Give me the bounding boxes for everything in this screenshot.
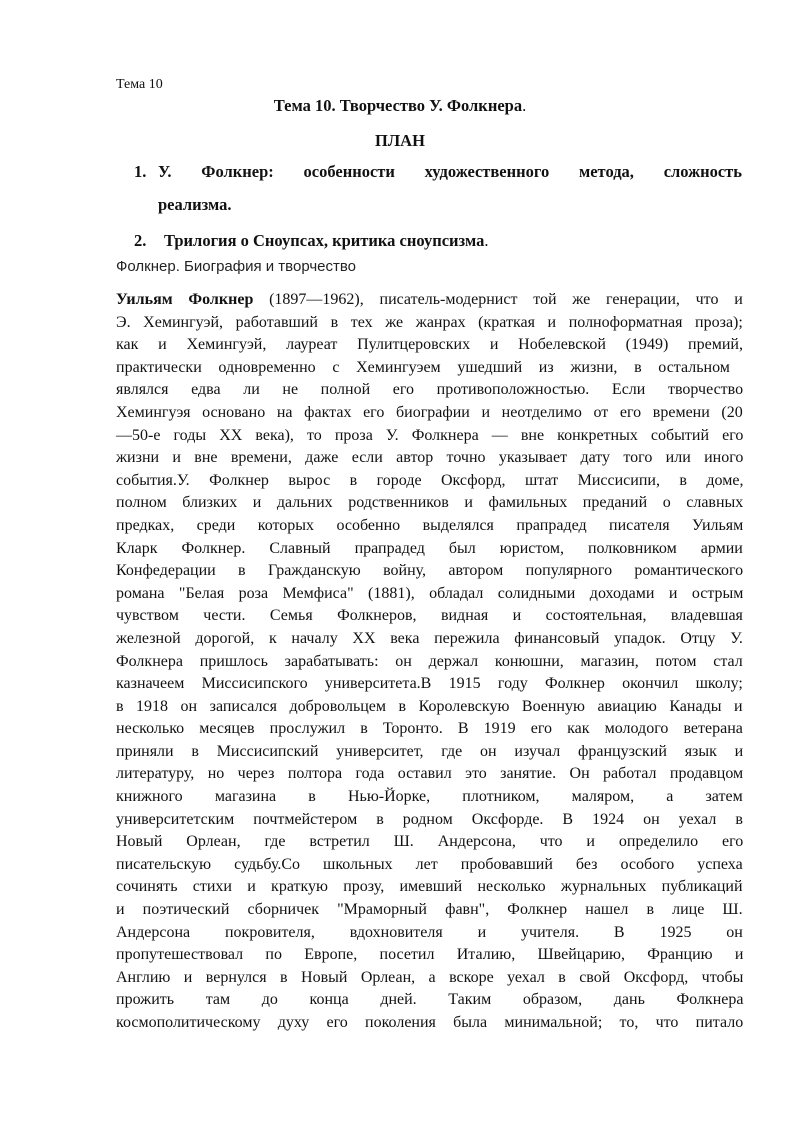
body-line-text: приняли в Миссисипский университет, где он изучал французский язык и bbox=[116, 742, 744, 760]
body-line-text: прожить там до конца дней. Таким образом, дань Фолкнера bbox=[116, 991, 744, 1009]
body-line-text: Конфедерации в Гражданскую войну, автором популярного романтического bbox=[116, 562, 744, 580]
body-line bbox=[116, 492, 743, 515]
body-line bbox=[116, 989, 743, 1012]
body-line-text: полном близких и дальних родственников и фамильных преданий о славных bbox=[116, 494, 744, 512]
body-line bbox=[116, 447, 743, 470]
body-line-text: казначеем Миссисипского университета.В 1915 году Фолкнер окончил школу; bbox=[116, 675, 743, 693]
body-line-text: Андерсона покровителя, вдохновителя и учителя. В 1925 он bbox=[116, 923, 743, 941]
body-line bbox=[116, 809, 743, 832]
body-line-text: жизни и вне времени, даже если автор точно указывает дату того или иного bbox=[116, 449, 744, 467]
body-line bbox=[116, 402, 743, 425]
body-line bbox=[116, 876, 743, 899]
body-line-text: являлся едва ли не полной его противоположностью. Если творчество bbox=[116, 381, 744, 399]
body-line bbox=[116, 967, 743, 990]
body-line-text: литературу, но через полтора года оставил это занятие. Он работал продавцом bbox=[116, 765, 744, 783]
title-dot: . bbox=[522, 96, 527, 115]
body-line-text: в 1918 он записался добровольцем в Королевскую Военную авиацию Канады и bbox=[116, 697, 743, 715]
body-line bbox=[116, 538, 743, 561]
body-line bbox=[116, 786, 743, 809]
body-line bbox=[116, 854, 743, 877]
body-line-text: пропутешествовал по Европе, посетил Италию, Швейцарию, Францию и bbox=[116, 946, 744, 964]
lead-name: Уильям Фолкнер bbox=[116, 291, 254, 308]
body-paragraph bbox=[116, 289, 743, 1035]
body-line bbox=[116, 741, 743, 764]
plan-item-number: 2. bbox=[134, 231, 147, 250]
body-line bbox=[116, 379, 743, 402]
body-line bbox=[116, 696, 743, 719]
body-line-text: (1897—1962), писатель-модернист той же генерации, что и bbox=[253, 291, 743, 308]
plan-item-1 bbox=[134, 155, 742, 221]
body-line bbox=[116, 357, 743, 380]
body-line-text: —50-е годы XX века), то проза У. Фолкнера — вне конкретных событий его bbox=[116, 426, 744, 444]
body-line-text: Хемингуэя основано на фактах его биографии и неотделимо от его времени (20 bbox=[116, 403, 743, 421]
document-title bbox=[0, 96, 800, 116]
body-line-text: сочинять стихи и краткую прозу, имевший несколько журнальных публикаций bbox=[116, 878, 743, 896]
plan-item-line-1: У. Фолкнер: особенности художественного метода, сложность bbox=[158, 162, 742, 181]
body-line-text: как и Хемингуэй, лауреат Пулитцеровских и Нобелевской (1949) премий, bbox=[116, 336, 743, 354]
page-header: Тема 10 bbox=[116, 77, 163, 92]
body-line-text: железной дорогой, к началу XX века пережила финансовый упадок. Отцу У. bbox=[116, 629, 743, 647]
body-line bbox=[116, 334, 743, 357]
body-line bbox=[116, 651, 743, 674]
plan-item-text bbox=[164, 224, 742, 257]
body-line-text: Кларк Фолкнер. Славный прапрадед был юристом, полковником армии bbox=[116, 539, 743, 557]
body-line-text: книжного магазина в Нью-Йорке, плотником, маляром, а затем bbox=[116, 788, 743, 806]
body-line-text: Англию и вернулся в Новый Орлеан, а вскоре уехал в свой Оксфорд, чтобы bbox=[116, 968, 744, 986]
body-line bbox=[116, 289, 743, 312]
body-line bbox=[116, 560, 743, 583]
body-line bbox=[116, 922, 743, 945]
body-line bbox=[116, 1012, 743, 1035]
body-line-text: предках, среди которых особенно выделялся прапрадед писателя Уильям bbox=[116, 516, 744, 534]
plan-item-main: Трилогия о Сноупсах, критика сноупсизма bbox=[164, 231, 485, 250]
plan-heading: ПЛАН bbox=[375, 131, 425, 150]
plan-item-number: 1. bbox=[134, 162, 147, 181]
body-line bbox=[116, 944, 743, 967]
body-line bbox=[116, 583, 743, 606]
body-line-text: несколько месяцев прослужил в Торонто. В 1919 его как молодого ветерана bbox=[116, 720, 743, 738]
plan-item-2 bbox=[134, 224, 742, 257]
body-line-text: события.У. Фолкнер вырос в городе Оксфорд, штат Миссисипи, в доме, bbox=[116, 471, 744, 489]
body-line bbox=[116, 628, 743, 651]
body-line-text: Новый Орлеан, где встретил Ш. Андерсона, что и определило его bbox=[116, 833, 744, 851]
body-line-text: и поэтический сборничек "Мраморный фавн", Фолкнер нашел в лице Ш. bbox=[116, 901, 743, 919]
body-line-text: Фолкнера пришлось зарабатывать: он держал конюшни, магазин, потом стал bbox=[116, 652, 743, 670]
body-line bbox=[116, 899, 743, 922]
body-line-text: университетским почтмейстером в родном Оксфорде. В 1924 он уехал в bbox=[116, 810, 743, 828]
plan-item-text bbox=[158, 155, 742, 221]
section-subtitle: Фолкнер. Биография и творчество bbox=[116, 258, 357, 275]
body-line bbox=[116, 515, 743, 538]
title-text: Тема 10. Творчество У. Фолкнера bbox=[273, 96, 523, 115]
body-line bbox=[116, 718, 743, 741]
body-line-text: практически одновременно с Хемингуэем ушедший из жизни, в остальном bbox=[116, 358, 730, 376]
body-line-text: Э. Хемингуэй, работавший в тех же жанрах (краткая и полноформатная проза); bbox=[116, 313, 743, 331]
body-line bbox=[116, 425, 743, 448]
plan-item-line-2: реализма. bbox=[158, 195, 232, 214]
body-line bbox=[116, 763, 743, 786]
body-line bbox=[116, 673, 743, 696]
body-line-text: космополитическому духу его поколения была минимальной; то, что питало bbox=[116, 1014, 744, 1031]
body-line bbox=[116, 605, 743, 628]
body-line bbox=[116, 470, 743, 493]
body-line-text: романа "Белая роза Мемфиса" (1881), обладал солидными доходами и острым bbox=[116, 584, 744, 602]
body-line-text: писательскую судьбу.Со школьных лет пробовавший без особого успеха bbox=[116, 855, 743, 873]
body-line bbox=[116, 831, 743, 854]
plan-item-tail: . bbox=[484, 231, 489, 250]
body-line bbox=[116, 312, 743, 335]
body-line-text: чувством чести. Семья Фолкнеров, видная и состоятельная, владевшая bbox=[116, 607, 743, 625]
